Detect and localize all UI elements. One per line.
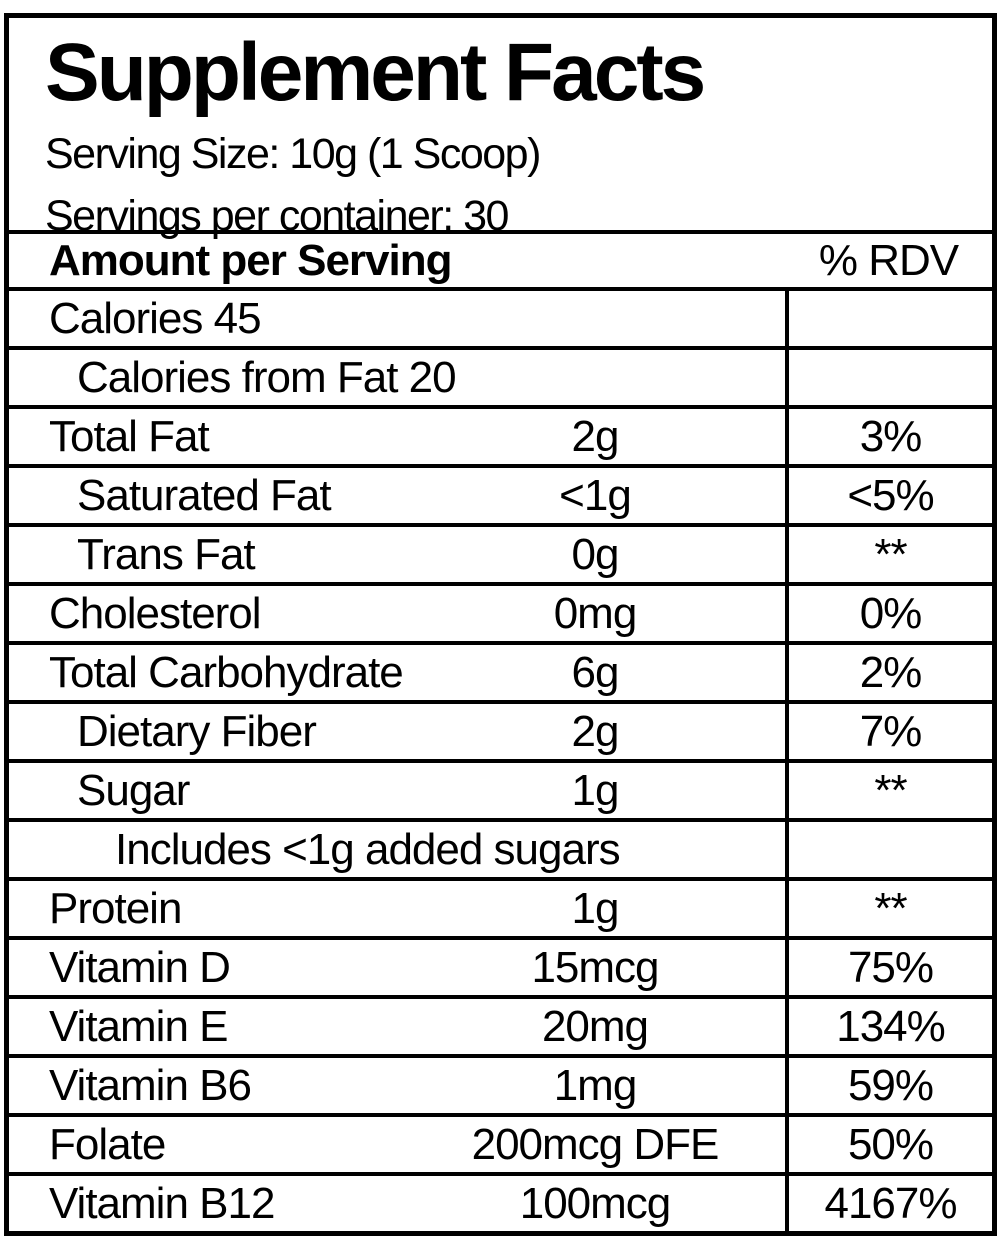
nutrient-label: Cholesterol	[49, 588, 261, 638]
table-row	[9, 1054, 992, 1113]
nutrient-cell	[9, 704, 785, 759]
nutrient-cell	[9, 881, 785, 936]
nutrient-rdv: 75%	[785, 940, 992, 995]
nutrient-rdv	[785, 350, 992, 405]
nutrient-label: Trans Fat	[77, 529, 255, 579]
nutrient-amount: 2g	[571, 411, 619, 461]
nutrient-rdv: 59%	[785, 1058, 992, 1113]
table-row	[9, 582, 992, 641]
serving-size-text: Serving Size: 10g (1 Scoop)	[45, 130, 540, 178]
nutrient-label: Vitamin B12	[49, 1178, 275, 1228]
nutrient-amount: 20mg	[541, 1001, 649, 1051]
nutrient-label: Vitamin B6	[49, 1060, 251, 1110]
nutrient-rdv	[785, 822, 992, 877]
table-row	[9, 1172, 992, 1231]
nutrient-amount: 1mg	[553, 1060, 637, 1110]
nutrient-rdv: 0%	[785, 586, 992, 641]
nutrient-label: Calories from Fat 20	[77, 352, 456, 402]
table-row	[9, 877, 992, 936]
nutrient-cell	[9, 1058, 785, 1113]
nutrient-cell	[9, 1176, 785, 1231]
table-rows	[9, 287, 992, 1231]
nutrient-cell	[9, 1117, 785, 1172]
label-header	[9, 18, 992, 240]
amount-header-cell	[9, 234, 785, 287]
table-row	[9, 523, 992, 582]
table-row	[9, 464, 992, 523]
nutrient-cell	[9, 822, 785, 877]
table-row	[9, 641, 992, 700]
nutrient-amount: 0mg	[553, 588, 637, 638]
nutrient-amount: <1g	[559, 470, 631, 520]
nutrient-amount: 100mcg	[519, 1178, 671, 1228]
facts-table	[9, 230, 992, 1231]
nutrient-cell	[9, 940, 785, 995]
nutrient-rdv	[785, 291, 992, 346]
table-row	[9, 995, 992, 1054]
label-title: Supplement Facts	[45, 27, 704, 118]
table-row	[9, 818, 992, 877]
table-row	[9, 700, 992, 759]
nutrient-amount: 6g	[571, 647, 619, 697]
nutrient-amount: 1g	[571, 765, 619, 815]
table-row	[9, 287, 992, 346]
nutrient-cell	[9, 763, 785, 818]
nutrient-label: Vitamin D	[49, 942, 230, 992]
nutrient-cell	[9, 350, 785, 405]
nutrient-cell	[9, 999, 785, 1054]
rdv-header: % RDV	[818, 235, 959, 285]
nutrient-rdv: **	[785, 763, 992, 818]
nutrient-label: Total Fat	[49, 411, 209, 461]
table-row	[9, 1113, 992, 1172]
nutrient-label: Calories 45	[49, 293, 261, 343]
nutrient-rdv: 4167%	[785, 1176, 992, 1231]
nutrient-rdv: **	[785, 527, 992, 582]
table-header-row	[9, 230, 992, 287]
nutrient-rdv: 50%	[785, 1117, 992, 1172]
supplement-facts-label	[4, 13, 997, 1236]
nutrient-label: Sugar	[77, 765, 190, 815]
nutrient-cell	[9, 645, 785, 700]
nutrient-amount: 0g	[571, 529, 619, 579]
nutrient-label: Protein	[49, 883, 182, 933]
nutrient-rdv: 7%	[785, 704, 992, 759]
nutrient-rdv: <5%	[785, 468, 992, 523]
nutrient-rdv: 134%	[785, 999, 992, 1054]
nutrient-cell	[9, 586, 785, 641]
nutrient-cell	[9, 291, 785, 346]
nutrient-amount: 2g	[571, 706, 619, 756]
nutrient-label: Vitamin E	[49, 1001, 228, 1051]
nutrient-rdv: 3%	[785, 409, 992, 464]
nutrient-label: Dietary Fiber	[77, 706, 316, 756]
nutrient-rdv: 2%	[785, 645, 992, 700]
nutrient-label: Saturated Fat	[77, 470, 331, 520]
nutrient-label: Folate	[49, 1119, 166, 1169]
nutrient-label: Total Carbohydrate	[49, 647, 403, 697]
rdv-header-cell	[785, 234, 992, 287]
table-row	[9, 405, 992, 464]
nutrient-amount: 200mcg DFE	[471, 1119, 719, 1169]
nutrient-cell	[9, 468, 785, 523]
servings-per-container-text: Servings per container: 30	[45, 192, 508, 240]
table-row	[9, 759, 992, 818]
table-row	[9, 936, 992, 995]
nutrient-amount: 1g	[571, 883, 619, 933]
nutrient-cell	[9, 527, 785, 582]
table-row	[9, 346, 992, 405]
nutrient-amount: 15mcg	[531, 942, 659, 992]
nutrient-cell	[9, 409, 785, 464]
amount-per-serving-header: Amount per Serving	[49, 235, 452, 285]
nutrient-rdv: **	[785, 881, 992, 936]
nutrient-label: Includes <1g added sugars	[115, 824, 620, 874]
